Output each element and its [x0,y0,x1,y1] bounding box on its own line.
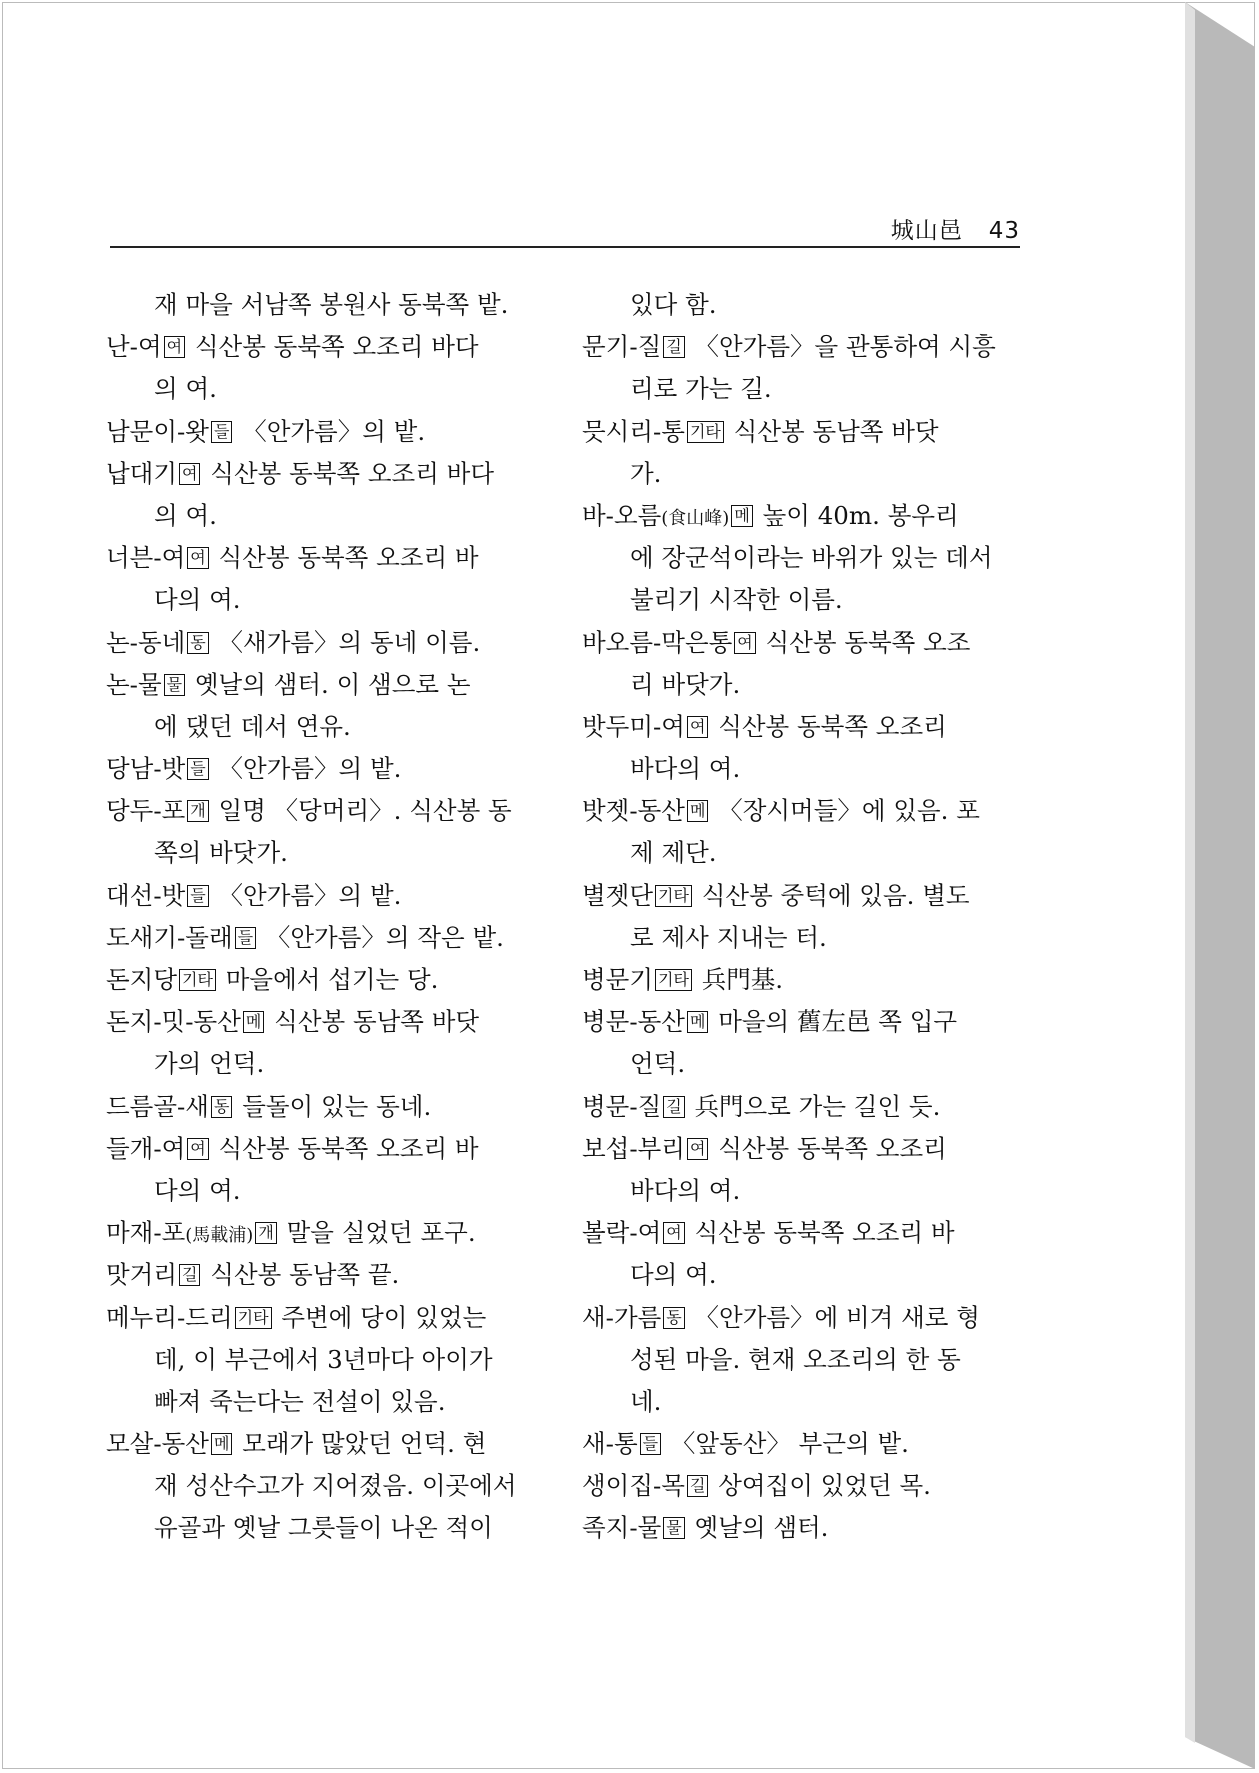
category-tag: 여 [179,463,200,485]
entry-headword: 생이집-목 [582,1471,685,1501]
entry-definition: 식산봉 동북쪽 오조리 [718,711,947,741]
entry-definition: 높이 40m. 봉우리 [762,500,959,530]
entry-text: 불리기 시작한 이름. [630,585,843,615]
entry-headword: 도새기-돌래 [106,922,233,952]
page-number: 43 [988,218,1020,244]
entry-text: 제 제단. [630,838,717,868]
entry-hanja: (食山峰) [661,507,730,529]
entry-continuation-line [106,495,538,537]
entry-continuation-line [106,706,538,748]
category-tag: 여 [663,1222,684,1244]
entry-text: 의 여. [154,374,217,404]
entry-text: 데, 이 부근에서 3년마다 아이가 [154,1344,493,1374]
entry-definition: 마을의 舊左邑 쪽 입구 [718,1007,958,1037]
entry-definition: 〈안가름〉을 관통하여 시흥 [694,332,996,362]
entry-headword: 마재-포 [106,1218,186,1248]
entry-definition: 일명 〈당머리〉. 식산봉 동 [218,796,512,826]
entry-continuation-line [582,917,1020,959]
entry-headword: 난-여 [106,332,162,362]
category-tag: 동 [187,632,208,654]
entry-headword: 별젯단 [582,880,654,910]
entry-text: 성된 마을. 현재 오조리의 한 동 [630,1344,961,1374]
entry-definition: 〈안가름〉의 밭. [218,754,402,784]
entry-line [106,664,538,706]
entry-text: 다의 여. [630,1260,717,1290]
entry-definition: 〈장시머들〉에 있음. 포 [718,796,980,826]
entry-line [582,706,1020,748]
category-tag: 기타 [655,885,692,907]
category-tag: 메 [731,505,752,527]
entry-headword: 맛거리 [106,1260,178,1290]
category-tag: 동 [663,1307,684,1329]
entry-line [582,1212,1020,1254]
entry-headword: 당남-밧 [106,754,186,784]
entry-headword: 보섭-부리 [582,1133,685,1163]
entry-line [106,1086,538,1128]
entry-line [106,917,538,959]
entry-definition: 식산봉 동남쪽 바닷 [733,416,939,446]
entry-line [582,1086,1020,1128]
entry-headword: 논-물 [106,669,162,699]
entry-headword: 볼락-여 [582,1218,662,1248]
entry-line [582,1465,1020,1507]
entry-text: 빠져 죽는다는 전설이 있음. [154,1386,446,1416]
category-tag: 기타 [235,1307,272,1329]
entry-definition: 〈안가름〉의 작은 밭. [265,922,504,952]
entry-continuation-line [106,1043,538,1085]
entry-continuation-line [106,579,538,621]
entry-text: 리로 가는 길. [630,374,772,404]
entry-line [582,1507,1020,1549]
entry-definition: 〈안가름〉의 밭. [242,416,426,446]
entry-definition: 兵門基. [701,965,784,994]
entry-continuation-line [582,1254,1020,1296]
entry-definition: 식산봉 동북쪽 오조리 바 [218,1133,479,1163]
category-tag: 들 [211,421,232,443]
category-tag: 들 [187,885,208,907]
entry-continuation-line [582,1170,1020,1212]
entry-definition: 마을에서 섭기는 당. [225,965,439,994]
entry-line [582,495,1020,537]
entry-headword: 바-오름 [582,500,662,530]
category-tag: 메 [211,1433,232,1455]
category-tag: 물 [164,674,185,696]
category-tag: 들 [640,1433,661,1455]
entry-hanja: (馬載浦) [185,1225,254,1247]
entry-line [106,1212,538,1254]
entry-text: 네. [630,1386,662,1416]
entry-definition: 말을 실었던 포구. [286,1218,476,1248]
entry-definition: 식산봉 중턱에 있음. 별도 [701,880,970,910]
entry-headword: 믓시리-통 [582,416,685,446]
entry-line [106,1128,538,1170]
entry-headword: 밧두미-여 [582,711,685,741]
entry-text: 로 제사 지내는 터. [630,922,827,952]
entry-continuation-line [106,284,538,326]
category-tag: 길 [179,1264,200,1286]
entry-line [106,1423,538,1465]
entry-text: 에 장군석이라는 바위가 있는 데서 [630,543,993,573]
entry-definition: 식산봉 동남쪽 바닷 [274,1007,480,1037]
entry-text: 바다의 여. [630,754,741,784]
category-tag: 길 [663,1096,684,1118]
left-column [106,284,538,1550]
entry-continuation-line [582,1339,1020,1381]
entry-text: 바다의 여. [630,1175,741,1205]
category-tag: 여 [687,1138,708,1160]
entry-line [582,875,1020,917]
entry-text: 언덕. [630,1049,686,1079]
entry-line [106,411,538,453]
entry-line [582,1423,1020,1465]
entry-definition: 주변에 당이 있었는 [281,1302,487,1332]
category-tag: 여 [734,632,755,654]
category-tag: 개 [255,1222,276,1244]
entry-line [582,959,1020,1001]
right-column [582,284,1020,1550]
entry-text: 다의 여. [154,1175,241,1205]
entry-definition: 식산봉 동북쪽 오조리 [718,1133,947,1163]
entry-continuation-line [582,453,1020,495]
entry-headword: 메누리-드리 [106,1302,233,1332]
entry-definition: 식산봉 동북쪽 오조리 바 [218,543,479,573]
entry-continuation-line [106,1381,538,1423]
entry-line [106,537,538,579]
category-tag: 들 [187,758,208,780]
entry-continuation-line [106,832,538,874]
entry-text: 에 댔던 데서 연유. [154,711,351,741]
entry-headword: 새-가름 [582,1302,662,1332]
entry-line [106,622,538,664]
entry-line [582,1001,1020,1043]
entry-line [106,875,538,917]
entry-text: 재 성산수고가 지어졌음. 이곳에서 [154,1471,517,1501]
entry-line [106,748,538,790]
category-tag: 여 [187,1138,208,1160]
entry-definition: 식산봉 동북쪽 오조 [765,627,971,657]
entry-headword: 병문-질 [582,1091,662,1121]
entry-continuation-line [582,1381,1020,1423]
entry-headword: 족지-물 [582,1513,662,1543]
entry-text: 쪽의 바닷가. [154,838,288,868]
entry-headword: 돈지당 [106,965,178,994]
entry-definition: 식산봉 동북쪽 오조리 바 [694,1218,955,1248]
entry-definition: 〈안가름〉에 비겨 새로 형 [694,1302,980,1332]
entry-definition: 옛날의 샘터. 이 샘으로 논 [194,669,471,699]
entry-continuation-line [582,1043,1020,1085]
entry-headword: 바오름-막은통 [582,627,733,657]
category-tag: 여 [164,336,185,358]
category-tag: 기타 [179,969,216,991]
category-tag: 물 [663,1517,684,1539]
entry-definition: 들돌이 있는 동네. [242,1091,432,1121]
category-tag: 길 [663,336,684,358]
entry-definition: 〈안가름〉의 밭. [218,880,402,910]
entry-text: 가의 언덕. [154,1049,265,1079]
entry-text: 리 바닷가. [630,669,741,699]
category-tag: 여 [687,716,708,738]
entry-line [106,1001,538,1043]
entry-headword: 문기-질 [582,332,662,362]
entry-headword: 밧젯-동산 [582,796,685,826]
header-rule [110,246,1020,248]
entry-headword: 당두-포 [106,796,186,826]
entry-line [106,453,538,495]
entry-continuation-line [582,284,1020,326]
entry-headword: 모살-동산 [106,1429,209,1459]
entry-line [582,326,1020,368]
category-tag: 기타 [655,969,692,991]
entry-continuation-line [106,1507,538,1549]
entry-definition: 〈앞동산〉 부근의 밭. [670,1429,909,1459]
entry-headword: 병문기 [582,965,654,994]
entry-headword: 돈지-밋-동산 [106,1007,241,1037]
entry-headword: 드름골-새 [106,1091,209,1121]
entry-line [582,411,1020,453]
entry-line [106,790,538,832]
entry-continuation-line [106,1465,538,1507]
entry-definition: 식산봉 동남쪽 끝. [210,1260,400,1290]
entry-continuation-line [582,748,1020,790]
entry-line [582,1128,1020,1170]
category-tag: 기타 [687,421,724,443]
entry-definition: 모래가 많았던 언덕. 현 [242,1429,487,1459]
entry-line [106,326,538,368]
entry-continuation-line [582,579,1020,621]
category-tag: 메 [687,1011,708,1033]
section-title: 城山邑 [890,218,963,244]
category-tag: 메 [243,1011,264,1033]
category-tag: 여 [187,547,208,569]
category-tag: 동 [211,1096,232,1118]
entry-continuation-line [106,1339,538,1381]
entry-continuation-line [582,537,1020,579]
entry-continuation-line [106,368,538,410]
entry-line [106,1297,538,1339]
entry-continuation-line [106,1170,538,1212]
entry-text: 재 마을 서남쪽 봉원사 동북쪽 밭. [154,290,509,319]
entry-continuation-line [582,832,1020,874]
entry-text: 다의 여. [154,585,241,615]
entry-headword: 논-동네 [106,627,186,657]
entry-line [106,959,538,1001]
entry-definition: 〈새가름〉의 동네 이름. [218,627,481,657]
entry-headword: 납대기 [106,458,178,488]
category-tag: 개 [187,800,208,822]
entry-line [106,1254,538,1296]
entry-headword: 병문-동산 [582,1007,685,1037]
category-tag: 메 [687,800,708,822]
category-tag: 들 [235,927,256,949]
entry-definition: 상여집이 있었던 목. [718,1471,931,1501]
entry-text: 가. [630,458,662,488]
entry-definition: 식산봉 동북쪽 오조리 바다 [194,332,479,362]
entry-definition: 兵門으로 가는 길인 듯. [694,1091,941,1121]
entry-headword: 새-통 [582,1429,638,1459]
entry-continuation-line [582,664,1020,706]
entry-continuation-line [582,368,1020,410]
running-head [891,212,1020,245]
category-tag: 길 [687,1475,708,1497]
entry-headword: 대선-밧 [106,880,186,910]
entry-definition: 옛날의 샘터. [694,1513,829,1543]
entry-text: 있다 함. [630,290,717,319]
entry-line [582,1297,1020,1339]
entry-line [582,790,1020,832]
entry-headword: 남문이-왓 [106,416,209,446]
entry-definition: 식산봉 동북쪽 오조리 바다 [210,458,494,488]
entry-headword: 들개-여 [106,1133,186,1163]
entry-line [582,622,1020,664]
entry-headword: 너븐-여 [106,543,186,573]
entry-text: 의 여. [154,500,217,530]
entry-text: 유골과 옛날 그릇들이 나온 적이 [154,1513,493,1543]
